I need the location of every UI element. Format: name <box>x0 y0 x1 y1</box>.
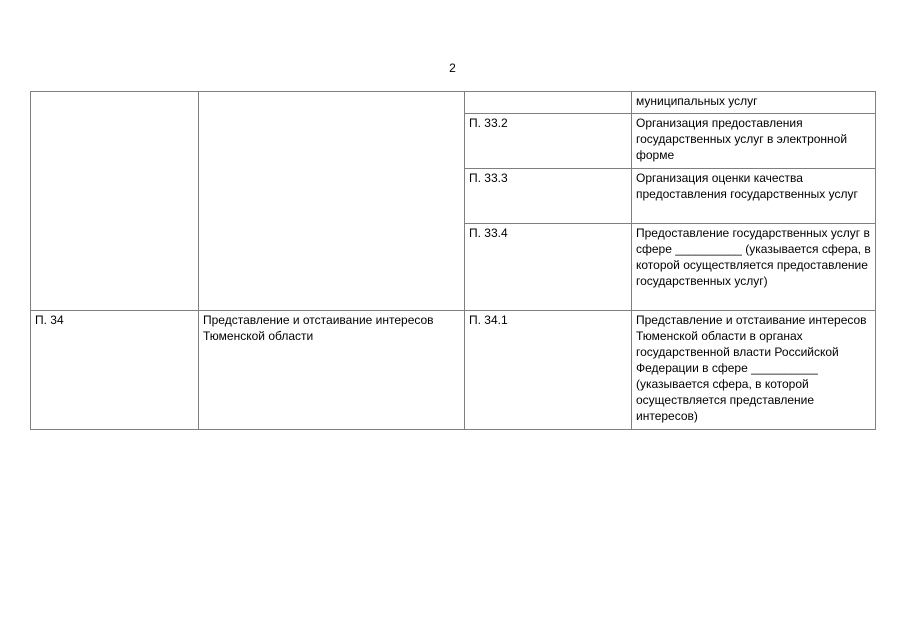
table-cell-subitem-number: П. 33.2 <box>465 114 632 169</box>
table-cell-subitem-description: Предоставление государственных услуг в сфере __________ (указывается сфера, в которой осуществляется предоставление государственных услуг) <box>632 224 876 311</box>
document-table <box>30 91 876 430</box>
table-cell-item-number: П. 34 <box>31 311 199 430</box>
table-cell-item-title <box>199 92 465 311</box>
table-row <box>31 92 876 114</box>
table-row <box>31 311 876 430</box>
table-cell-subitem-number: П. 34.1 <box>465 311 632 430</box>
table-cell-subitem-description: Организация оценки качества предоставления государственных услуг <box>632 169 876 224</box>
table-cell-subitem-number <box>465 92 632 114</box>
table-cell-subitem-description: муниципальных услуг <box>632 92 876 114</box>
table-cell-subitem-number: П. 33.3 <box>465 169 632 224</box>
table-cell-item-title: Представление и отстаивание интересов Тюменской области <box>199 311 465 430</box>
table-cell-subitem-description: Организация предоставления государственных услуг в электронной форме <box>632 114 876 169</box>
table-cell-subitem-description: Представление и отстаивание интересов Тюменской области в органах государственной власти Российской Федерации в сфере __________ (указывается сфера, в которой осуществляется представление интересов) <box>632 311 876 430</box>
table-cell-subitem-number: П. 33.4 <box>465 224 632 311</box>
page-number: 2 <box>449 61 456 75</box>
table-cell-item-number <box>31 92 199 311</box>
